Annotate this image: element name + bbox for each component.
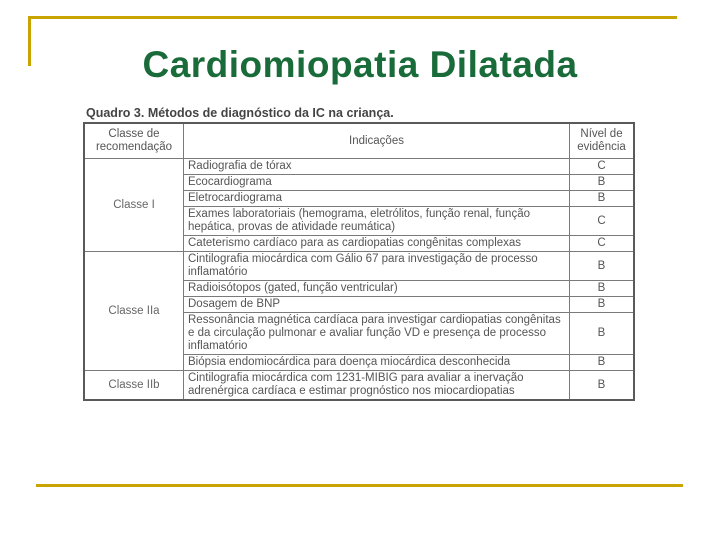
- class-label: Classe I: [84, 159, 184, 252]
- top-rule: [28, 16, 677, 19]
- indication-cell: Ressonância magnética cardíaca para investigar cardiopatias congênitas e da circulação pulmonar e avaliar função VD e presença de processo inflamatório: [184, 313, 570, 355]
- evidence-cell: B: [570, 281, 635, 297]
- evidence-cell: B: [570, 175, 635, 191]
- indication-cell: Exames laboratoriais (hemograma, eletrólitos, função renal, função hepática, provas de atividade reumática): [184, 207, 570, 236]
- diagnosis-table: [83, 122, 635, 401]
- class-label: Classe IIb: [84, 371, 184, 401]
- evidence-cell: B: [570, 252, 635, 281]
- indication-cell: Radioisótopos (gated, função ventricular): [184, 281, 570, 297]
- evidence-cell: B: [570, 371, 635, 401]
- evidence-cell: B: [570, 297, 635, 313]
- class-label: Classe IIa: [84, 252, 184, 371]
- evidence-cell: B: [570, 191, 635, 207]
- bottom-rule: [36, 484, 683, 487]
- evidence-cell: B: [570, 313, 635, 355]
- evidence-cell: C: [570, 236, 635, 252]
- indication-cell: Eletrocardiograma: [184, 191, 570, 207]
- slide-title: Cardiomiopatia Dilatada: [142, 44, 578, 85]
- table-caption: Quadro 3. Métodos de diagnóstico da IC na criança.: [86, 106, 394, 120]
- header-class: Classe de recomendação: [84, 123, 184, 159]
- header-indications: Indicações: [184, 123, 570, 159]
- indication-cell: Biópsia endomiocárdica para doença miocárdica desconhecida: [184, 355, 570, 371]
- indication-cell: Ecocardiograma: [184, 175, 570, 191]
- header-evidence: Nível de evidência: [570, 123, 635, 159]
- indication-cell: Cintilografia miocárdica com Gálio 67 para investigação de processo inflamatório: [184, 252, 570, 281]
- table-row: [84, 252, 634, 281]
- table-row: [84, 159, 634, 175]
- indication-cell: Cintilografia miocárdica com 1231-MIBIG para avaliar a inervação adrenérgica cardíaca e estimar prognóstico nos miocardiopatias: [184, 371, 570, 401]
- indication-cell: Radiografia de tórax: [184, 159, 570, 175]
- indication-cell: Dosagem de BNP: [184, 297, 570, 313]
- evidence-cell: C: [570, 159, 635, 175]
- table-row: [84, 371, 634, 401]
- indication-cell: Cateterismo cardíaco para as cardiopatias congênitas complexas: [184, 236, 570, 252]
- evidence-cell: C: [570, 207, 635, 236]
- table-header-row: [84, 123, 634, 159]
- evidence-cell: B: [570, 355, 635, 371]
